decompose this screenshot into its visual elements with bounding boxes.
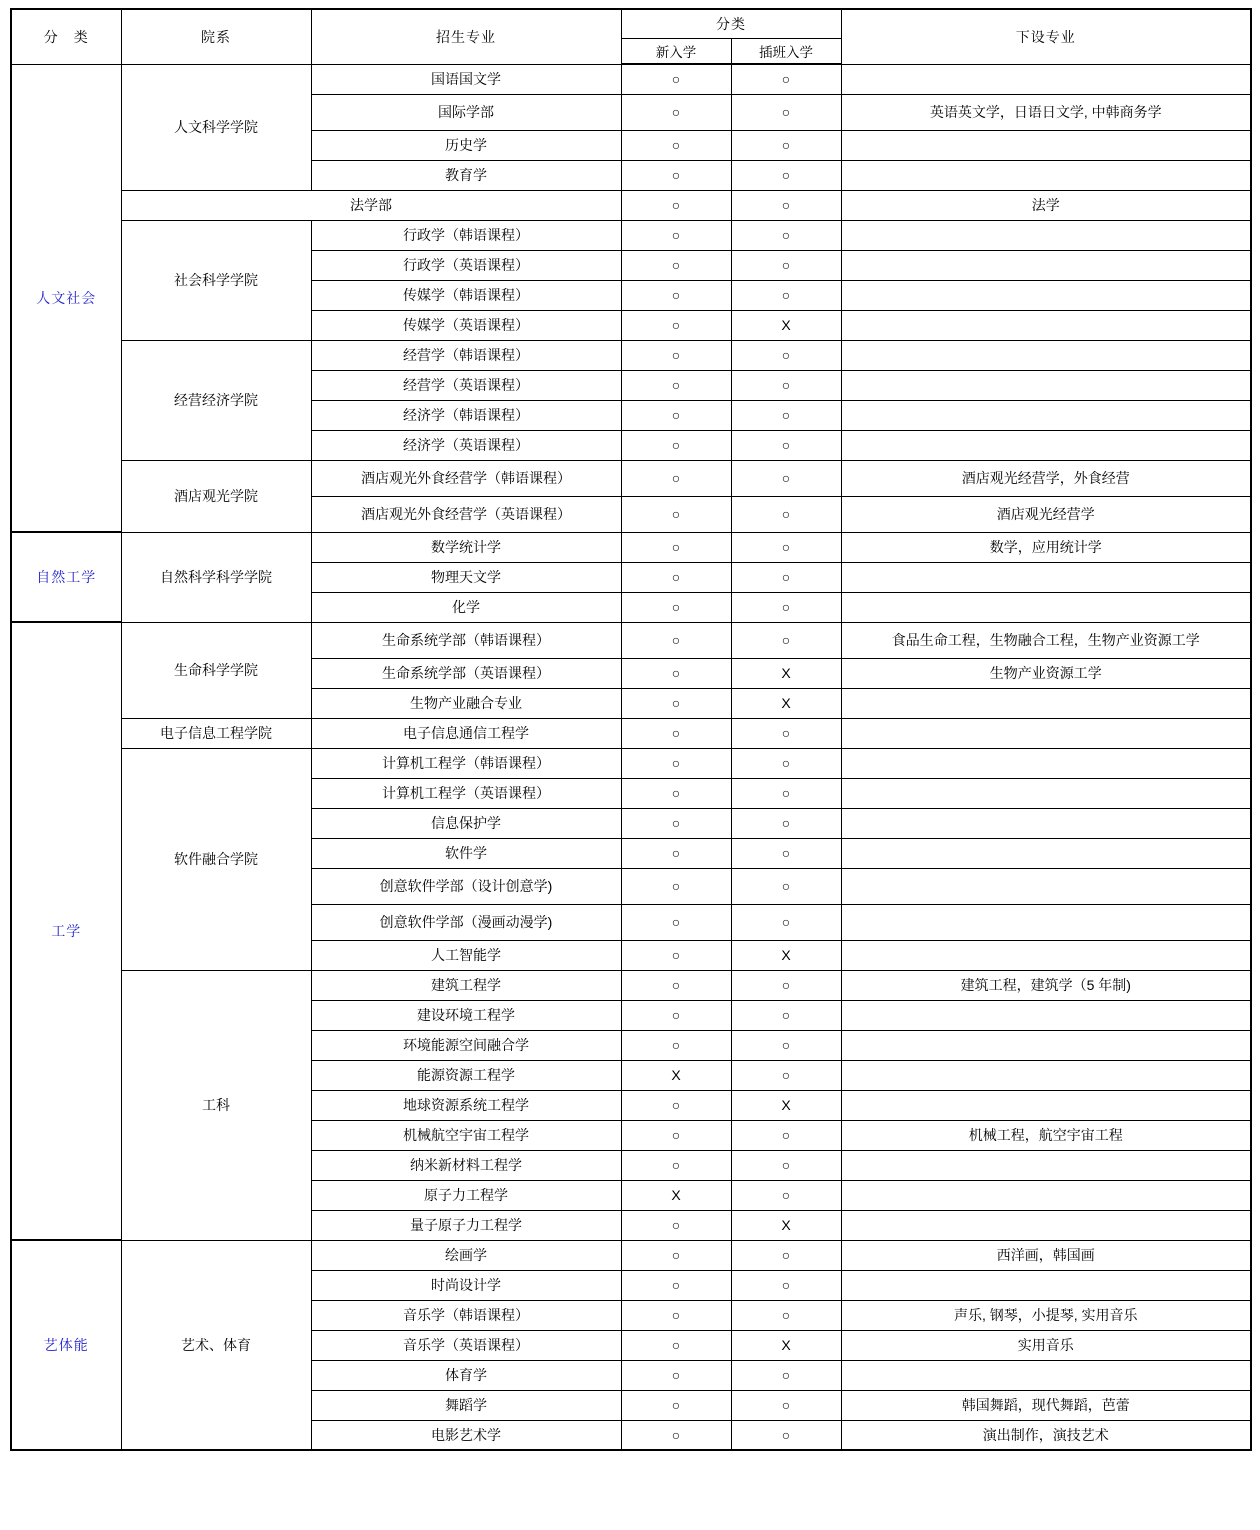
sub-major-cell: 酒店观光经营学，外食经营 (841, 460, 1251, 496)
category-cell: 工学 (11, 622, 121, 1240)
major-cell: 行政学（英语课程） (311, 250, 621, 280)
new-admission-cell: ○ (621, 658, 731, 688)
sub-major-cell (841, 778, 1251, 808)
major-cell: 国际学部 (311, 94, 621, 130)
header-admission-group: 分类 (621, 9, 841, 39)
new-admission-cell: ○ (621, 1090, 731, 1120)
major-cell: 计算机工程学（韩语课程） (311, 748, 621, 778)
sub-major-cell: 数学，应用统计学 (841, 532, 1251, 562)
transfer-admission-cell: ○ (731, 130, 841, 160)
major-cell: 地球资源系统工程学 (311, 1090, 621, 1120)
sub-major-cell (841, 250, 1251, 280)
new-admission-cell: ○ (621, 1390, 731, 1420)
new-admission-cell: X (621, 1180, 731, 1210)
major-cell: 生物产业融合专业 (311, 688, 621, 718)
new-admission-cell: ○ (621, 1030, 731, 1060)
sub-major-cell (841, 130, 1251, 160)
major-cell: 纳米新材料工程学 (311, 1150, 621, 1180)
transfer-admission-cell: ○ (731, 430, 841, 460)
college-cell: 电子信息工程学院 (121, 718, 311, 748)
transfer-admission-cell: ○ (731, 532, 841, 562)
sub-major-cell (841, 340, 1251, 370)
new-admission-cell: ○ (621, 622, 731, 658)
header-transfer-admission: 插班入学 (731, 39, 841, 65)
table-row (11, 190, 1251, 220)
new-admission-cell: ○ (621, 1270, 731, 1300)
new-admission-cell: ○ (621, 748, 731, 778)
sub-major-cell (841, 64, 1251, 94)
new-admission-cell: ○ (621, 1420, 731, 1450)
new-admission-cell: ○ (621, 64, 731, 94)
major-cell: 酒店观光外食经营学（韩语课程） (311, 460, 621, 496)
major-cell: 建筑工程学 (311, 970, 621, 1000)
transfer-admission-cell: ○ (731, 748, 841, 778)
new-admission-cell: ○ (621, 1120, 731, 1150)
college-cell: 生命科学学院 (121, 622, 311, 718)
new-admission-cell: ○ (621, 562, 731, 592)
new-admission-cell: ○ (621, 190, 731, 220)
college-cell: 社会科学学院 (121, 220, 311, 340)
new-admission-cell: ○ (621, 370, 731, 400)
new-admission-cell: ○ (621, 280, 731, 310)
major-cell: 时尚设计学 (311, 1270, 621, 1300)
table-row (11, 970, 1251, 1000)
new-admission-cell: ○ (621, 592, 731, 622)
sub-major-cell: 实用音乐 (841, 1330, 1251, 1360)
transfer-admission-cell: ○ (731, 400, 841, 430)
header-sub-major: 下设专业 (841, 9, 1251, 64)
transfer-admission-cell: ○ (731, 838, 841, 868)
transfer-admission-cell: X (731, 688, 841, 718)
new-admission-cell: ○ (621, 1360, 731, 1390)
transfer-admission-cell: ○ (731, 460, 841, 496)
category-cell: 艺体能 (11, 1240, 121, 1450)
new-admission-cell: ○ (621, 1000, 731, 1030)
sub-major-cell (841, 718, 1251, 748)
major-cell: 酒店观光外食经营学（英语课程） (311, 496, 621, 532)
college-cell: 酒店观光学院 (121, 460, 311, 532)
major-cell: 经营学（韩语课程） (311, 340, 621, 370)
table-row (11, 748, 1251, 778)
college-cell: 艺术、体育 (121, 1240, 311, 1450)
new-admission-cell: ○ (621, 250, 731, 280)
transfer-admission-cell: ○ (731, 370, 841, 400)
sub-major-cell (841, 1090, 1251, 1120)
major-cell: 舞蹈学 (311, 1390, 621, 1420)
header-category: 分 类 (11, 9, 121, 64)
major-cell: 物理天文学 (311, 562, 621, 592)
new-admission-cell: ○ (621, 838, 731, 868)
sub-major-cell (841, 1270, 1251, 1300)
category-cell: 自然工学 (11, 532, 121, 622)
transfer-admission-cell: ○ (731, 622, 841, 658)
new-admission-cell: ○ (621, 460, 731, 496)
new-admission-cell: ○ (621, 94, 731, 130)
new-admission-cell: ○ (621, 220, 731, 250)
major-cell: 生命系统学部（英语课程） (311, 658, 621, 688)
transfer-admission-cell: ○ (731, 340, 841, 370)
major-cell: 能源资源工程学 (311, 1060, 621, 1090)
sub-major-cell: 法学 (841, 190, 1251, 220)
transfer-admission-cell: ○ (731, 970, 841, 1000)
college-cell: 工科 (121, 970, 311, 1240)
sub-major-cell: 建筑工程，建筑学（5 年制) (841, 970, 1251, 1000)
major-cell: 行政学（韩语课程） (311, 220, 621, 250)
sub-major-cell (841, 400, 1251, 430)
transfer-admission-cell: ○ (731, 562, 841, 592)
new-admission-cell: ○ (621, 430, 731, 460)
major-cell: 数学统计学 (311, 532, 621, 562)
sub-major-cell: 演出制作，演技艺术 (841, 1420, 1251, 1450)
transfer-admission-cell: X (731, 1090, 841, 1120)
header-college: 院系 (121, 9, 311, 64)
sub-major-cell: 机械工程，航空宇宙工程 (841, 1120, 1251, 1150)
transfer-admission-cell: ○ (731, 94, 841, 130)
transfer-admission-cell: ○ (731, 1300, 841, 1330)
table-row (11, 1240, 1251, 1270)
major-cell: 绘画学 (311, 1240, 621, 1270)
new-admission-cell: ○ (621, 340, 731, 370)
sub-major-cell (841, 592, 1251, 622)
transfer-admission-cell: X (731, 1210, 841, 1240)
sub-major-cell (841, 1060, 1251, 1090)
major-cell: 软件学 (311, 838, 621, 868)
transfer-admission-cell: X (731, 1330, 841, 1360)
category-cell: 人文社会 (11, 64, 121, 532)
transfer-admission-cell: X (731, 658, 841, 688)
transfer-admission-cell: ○ (731, 1270, 841, 1300)
college-cell: 自然科学科学学院 (121, 532, 311, 622)
college-cell: 经营经济学院 (121, 340, 311, 460)
sub-major-cell (841, 430, 1251, 460)
sub-major-cell (841, 940, 1251, 970)
transfer-admission-cell: ○ (731, 250, 841, 280)
transfer-admission-cell: ○ (731, 808, 841, 838)
major-cell: 历史学 (311, 130, 621, 160)
college-cell: 人文科学学院 (121, 64, 311, 190)
sub-major-cell (841, 838, 1251, 868)
transfer-admission-cell: ○ (731, 280, 841, 310)
sub-major-cell (841, 1360, 1251, 1390)
new-admission-cell: ○ (621, 532, 731, 562)
transfer-admission-cell: ○ (731, 190, 841, 220)
new-admission-cell: ○ (621, 868, 731, 904)
transfer-admission-cell: ○ (731, 1420, 841, 1450)
header-new-admission: 新入学 (621, 39, 731, 65)
new-admission-cell: ○ (621, 970, 731, 1000)
new-admission-cell: ○ (621, 940, 731, 970)
table-row (11, 64, 1251, 94)
major-cell: 生命系统学部（韩语课程） (311, 622, 621, 658)
sub-major-cell (841, 748, 1251, 778)
new-admission-cell: ○ (621, 310, 731, 340)
table-header (11, 9, 1251, 64)
new-admission-cell: X (621, 1060, 731, 1090)
new-admission-cell: ○ (621, 1150, 731, 1180)
table-row (11, 340, 1251, 370)
new-admission-cell: ○ (621, 496, 731, 532)
major-cell: 经济学（英语课程） (311, 430, 621, 460)
sub-major-cell (841, 160, 1251, 190)
transfer-admission-cell: ○ (731, 1180, 841, 1210)
new-admission-cell: ○ (621, 808, 731, 838)
sub-major-cell (841, 868, 1251, 904)
sub-major-cell (841, 1150, 1251, 1180)
sub-major-cell (841, 1210, 1251, 1240)
major-cell: 化学 (311, 592, 621, 622)
major-cell: 音乐学（英语课程） (311, 1330, 621, 1360)
major-cell: 教育学 (311, 160, 621, 190)
transfer-admission-cell: ○ (731, 1150, 841, 1180)
major-cell: 传媒学（韩语课程） (311, 280, 621, 310)
college-cell: 软件融合学院 (121, 748, 311, 970)
new-admission-cell: ○ (621, 718, 731, 748)
sub-major-cell: 生物产业资源工学 (841, 658, 1251, 688)
table-row (11, 460, 1251, 496)
new-admission-cell: ○ (621, 400, 731, 430)
sub-major-cell: 酒店观光经营学 (841, 496, 1251, 532)
transfer-admission-cell: ○ (731, 592, 841, 622)
major-cell: 国语国文学 (311, 64, 621, 94)
transfer-admission-cell: ○ (731, 1030, 841, 1060)
major-cell: 机械航空宇宙工程学 (311, 1120, 621, 1150)
transfer-admission-cell: ○ (731, 1360, 841, 1390)
major-cell: 原子力工程学 (311, 1180, 621, 1210)
sub-major-cell (841, 562, 1251, 592)
transfer-admission-cell: ○ (731, 778, 841, 808)
new-admission-cell: ○ (621, 688, 731, 718)
new-admission-cell: ○ (621, 1240, 731, 1270)
admission-majors-table (10, 8, 1252, 1451)
sub-major-cell (841, 370, 1251, 400)
college-major-merged-cell: 法学部 (121, 190, 621, 220)
sub-major-cell: 英语英文学，日语日文学, 中韩商务学 (841, 94, 1251, 130)
table-row (11, 718, 1251, 748)
sub-major-cell (841, 310, 1251, 340)
sub-major-cell (841, 1000, 1251, 1030)
transfer-admission-cell: ○ (731, 220, 841, 250)
major-cell: 创意软件学部（漫画动漫学) (311, 904, 621, 940)
transfer-admission-cell: ○ (731, 1240, 841, 1270)
transfer-admission-cell: ○ (731, 1120, 841, 1150)
major-cell: 电子信息通信工程学 (311, 718, 621, 748)
major-cell: 经营学（英语课程） (311, 370, 621, 400)
new-admission-cell: ○ (621, 778, 731, 808)
new-admission-cell: ○ (621, 1210, 731, 1240)
sub-major-cell: 西洋画，韩国画 (841, 1240, 1251, 1270)
sub-major-cell (841, 688, 1251, 718)
new-admission-cell: ○ (621, 160, 731, 190)
transfer-admission-cell: ○ (731, 64, 841, 94)
major-cell: 音乐学（韩语课程） (311, 1300, 621, 1330)
sub-major-cell: 声乐, 钢琴，小提琴, 实用音乐 (841, 1300, 1251, 1330)
major-cell: 量子原子力工程学 (311, 1210, 621, 1240)
transfer-admission-cell: ○ (731, 1390, 841, 1420)
major-cell: 经济学（韩语课程） (311, 400, 621, 430)
major-cell: 创意软件学部（设计创意学) (311, 868, 621, 904)
new-admission-cell: ○ (621, 1330, 731, 1360)
transfer-admission-cell: ○ (731, 904, 841, 940)
sub-major-cell (841, 1030, 1251, 1060)
transfer-admission-cell: ○ (731, 868, 841, 904)
sub-major-cell (841, 808, 1251, 838)
transfer-admission-cell: ○ (731, 160, 841, 190)
sub-major-cell (841, 280, 1251, 310)
major-cell: 人工智能学 (311, 940, 621, 970)
table-row (11, 622, 1251, 658)
transfer-admission-cell: X (731, 940, 841, 970)
new-admission-cell: ○ (621, 130, 731, 160)
header-major: 招生专业 (311, 9, 621, 64)
sub-major-cell: 食品生命工程，生物融合工程，生物产业资源工学 (841, 622, 1251, 658)
transfer-admission-cell: X (731, 310, 841, 340)
major-cell: 建设环境工程学 (311, 1000, 621, 1030)
major-cell: 体育学 (311, 1360, 621, 1390)
major-cell: 计算机工程学（英语课程） (311, 778, 621, 808)
sub-major-cell (841, 1180, 1251, 1210)
new-admission-cell: ○ (621, 904, 731, 940)
transfer-admission-cell: ○ (731, 496, 841, 532)
sub-major-cell (841, 904, 1251, 940)
transfer-admission-cell: ○ (731, 1000, 841, 1030)
major-cell: 电影艺术学 (311, 1420, 621, 1450)
transfer-admission-cell: ○ (731, 1060, 841, 1090)
table-row (11, 532, 1251, 562)
table-body (11, 64, 1251, 1450)
major-cell: 环境能源空间融合学 (311, 1030, 621, 1060)
transfer-admission-cell: ○ (731, 718, 841, 748)
sub-major-cell (841, 220, 1251, 250)
major-cell: 传媒学（英语课程） (311, 310, 621, 340)
sub-major-cell: 韩国舞蹈，现代舞蹈，芭蕾 (841, 1390, 1251, 1420)
major-cell: 信息保护学 (311, 808, 621, 838)
new-admission-cell: ○ (621, 1300, 731, 1330)
table-row (11, 220, 1251, 250)
